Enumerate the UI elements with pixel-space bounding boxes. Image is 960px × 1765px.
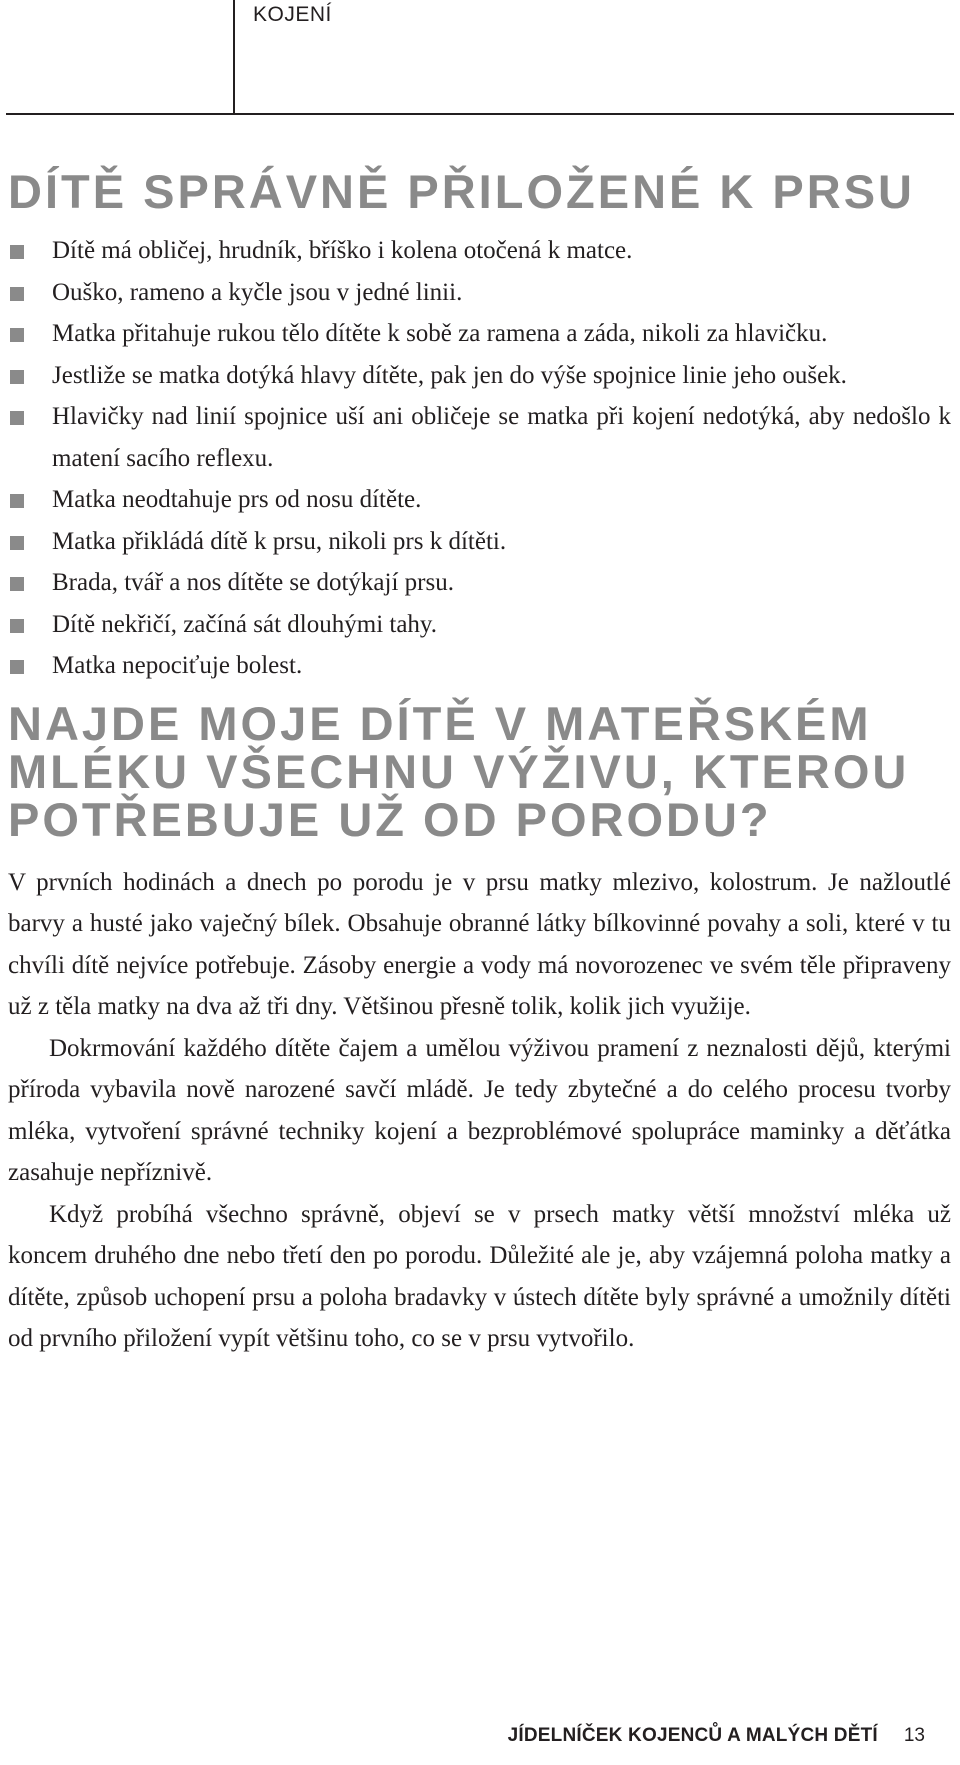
list-item-text: Hlavičky nad linií spojnice uší ani obličeje se matka při kojení nedotýká, aby nedošlo k matení sacího reflexu. [52,403,951,472]
square-bullet-icon [10,660,24,674]
square-bullet-icon [10,370,24,384]
page-footer [508,1725,925,1765]
page-content [8,165,951,1360]
header-horizontal-rule [6,113,954,115]
list-item-text: Matka přikládá dítě k prsu, nikoli prs k dítěti. [52,527,507,555]
list-item [8,562,951,604]
list-item-text: Matka neodtahuje prs od nosu dítěte. [52,486,422,513]
square-bullet-icon [10,619,24,633]
section-heading-nutrition: NAJDE MOJE DÍTĚ V MATEŘSKÉM MLÉKU VŠECHNU VÝŽIVU, KTEROU POTŘEBUJE UŽ OD PORODU? [8,696,910,846]
square-bullet-icon [10,411,24,425]
list-item [8,313,951,355]
footer-book-title: JÍDELNÍČEK KOJENCŮ A MALÝCH DĚTÍ [507,1725,878,1746]
list-item [8,521,951,563]
square-bullet-icon [10,328,24,342]
list-item-text: Dítě nekřičí, začíná sát dlouhými tahy. [52,610,438,638]
running-head-section: KOJENÍ [253,3,332,26]
square-bullet-icon [10,536,24,550]
latch-checklist [8,230,951,687]
paragraph: Když probíhá všechno správně, objeví se v prsech matky větší množství mléka už koncem druhého dne nebo třetí den po porodu. Důležité ale je, aby vzájemná poloha matky a dítěte, způsob uchopení prsu a poloha bradavky v ústech dítěte byly správné a umožnily dítěti od prvního přiložení vypít většinu toho, co se v prsu vytvořilo. [8,1200,951,1352]
list-item-text: Matka přitahuje rukou tělo dítěte k sobě za ramena a záda, nikoli za hlavičku. [52,320,828,347]
paragraph: Dokrmování každého dítěte čajem a umělou výživou pramení z neznalosti dějů, kterými příroda vybavila nově narozené savčí mládě. Je tedy zbytečné a do celého procesu tvorby mléka, vytvoření správné techniky kojení a bezproblémové spolupráce maminky a děťátka zasahuje nepříznivě. [8,1034,951,1186]
section-heading-latch: DÍTĚ SPRÁVNĚ PŘILOŽENÉ K PRSU [8,165,915,218]
page-number: 13 [903,1725,925,1746]
body-text [8,862,951,1360]
list-item [8,604,951,646]
list-item-text: Brada, tvář a nos dítěte se dotýkají prsu. [52,569,454,596]
list-item-text: Dítě má obličej, hrudník, bříško i kolena otočená k matce. [52,237,633,264]
square-bullet-icon [10,287,24,301]
list-item [8,645,951,687]
list-item-text: Ouško, rameno a kyčle jsou v jedné linii. [52,278,463,306]
list-item [8,272,951,314]
list-item-text: Jestliže se matka dotýká hlavy dítěte, pak jen do výše spojnice linie jeho oušek. [52,361,847,389]
list-item-text: Matka nepociťuje bolest. [52,652,303,679]
square-bullet-icon [10,494,24,508]
list-item [8,230,951,272]
square-bullet-icon [10,577,24,591]
paragraph: V prvních hodinách a dnech po porodu je v prsu matky mlezivo, kolostrum. Je nažloutlé barvy a husté jako vaječný bílek. Obsahuje obranné látky bílkovinné povahy a soli, které v tu chvíli dítě nejvíce potřebuje. Zásoby energie a vody má novorozenec ve svém těle připraveny už z těla matky na dva až tři dny. Většinou přesně tolik, kolik jich využije. [8,868,951,1020]
list-item [8,479,951,521]
square-bullet-icon [10,245,24,259]
list-item [8,396,951,479]
list-item [8,355,951,397]
header-vertical-rule [233,0,235,114]
running-head [0,0,960,115]
